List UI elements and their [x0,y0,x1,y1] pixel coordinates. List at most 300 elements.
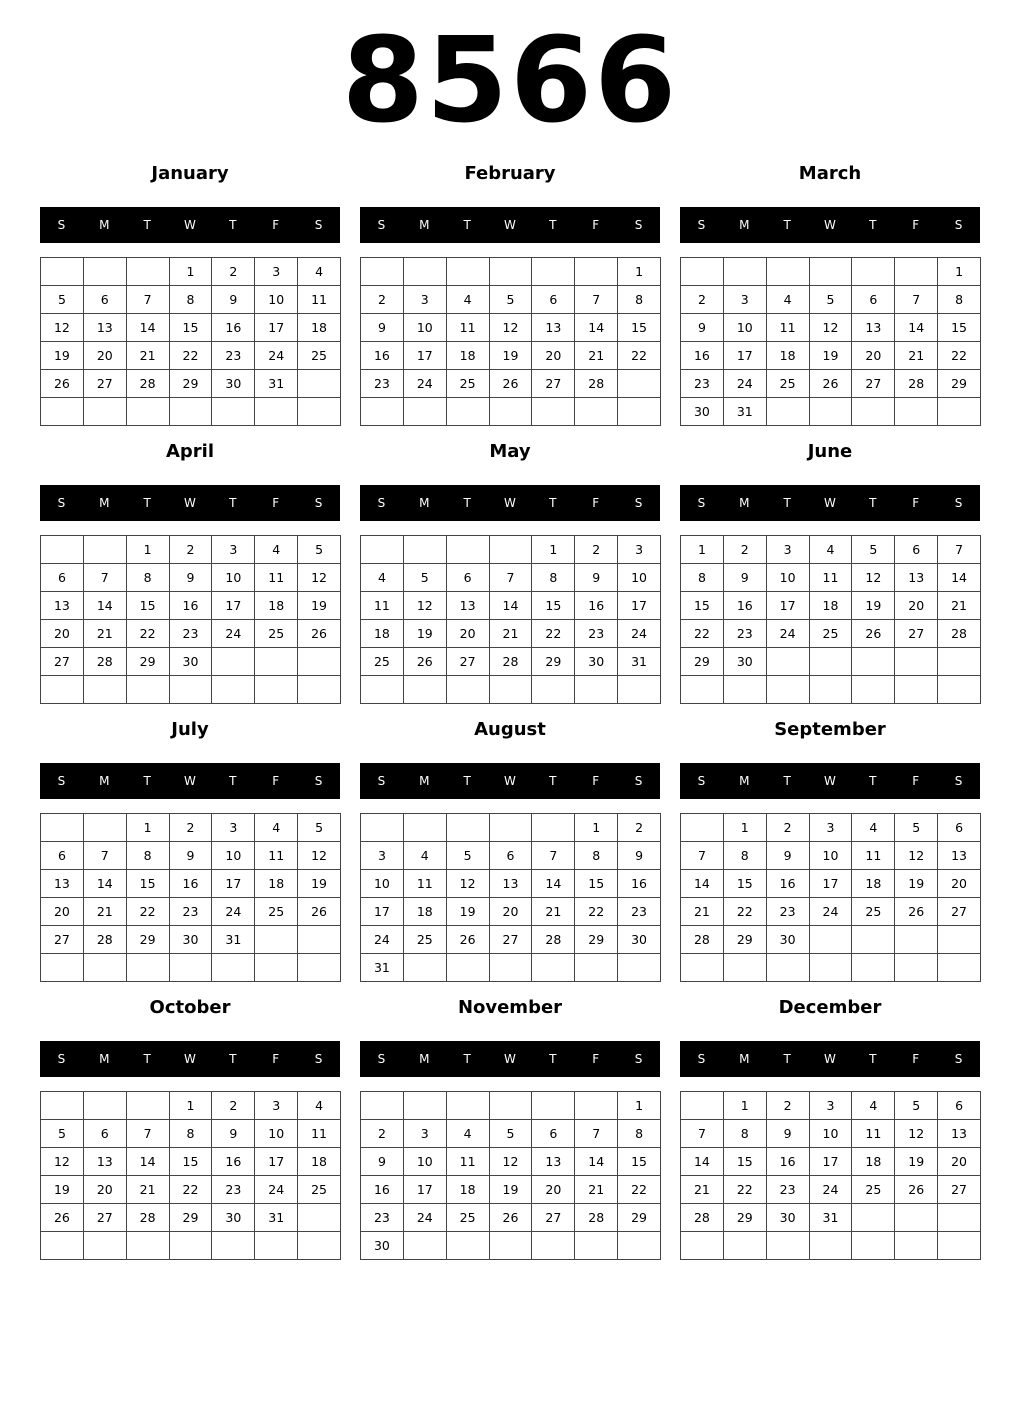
day-cell [681,814,724,842]
day-cell: 7 [127,286,170,314]
day-cell: 26 [810,370,853,398]
weekday-label: T [783,496,791,510]
day-cell: 21 [681,1176,724,1204]
day-grid [680,257,981,426]
day-cell: 14 [127,314,170,342]
day-cell: 22 [724,898,767,926]
day-cell: 29 [618,1204,661,1232]
day-cell: 24 [404,370,447,398]
day-cell: 25 [255,620,298,648]
weekday-label: F [592,774,600,788]
month-name: July [171,719,209,740]
day-cell: 4 [767,286,810,314]
day-cell: 20 [41,898,84,926]
day-cell: 21 [575,342,618,370]
day-cell: 28 [895,370,938,398]
weekday-label: W [824,496,836,510]
day-cell: 4 [852,814,895,842]
day-cell: 20 [41,620,84,648]
weekday-label: W [184,774,196,788]
day-cell: 30 [170,648,213,676]
day-grid [360,535,661,704]
day-cell: 1 [618,258,661,286]
weekday-label: T [869,218,877,232]
day-cell: 24 [212,898,255,926]
weekday-label: M [739,774,750,788]
day-cell: 3 [810,1092,853,1120]
day-cell [895,926,938,954]
day-cell: 18 [404,898,447,926]
day-cell: 15 [618,1148,661,1176]
day-cell: 3 [361,842,404,870]
weekday-label: W [184,1052,196,1066]
weekday-label: S [954,1052,963,1066]
weekday-label: T [869,1052,877,1066]
day-cell: 22 [127,620,170,648]
day-cell: 13 [41,592,84,620]
day-cell: 6 [41,564,84,592]
day-cell: 24 [212,620,255,648]
day-cell: 10 [724,314,767,342]
day-cell: 17 [212,592,255,620]
day-cell [575,258,618,286]
day-cell: 17 [361,898,404,926]
day-cell [852,1232,895,1260]
day-cell: 20 [532,1176,575,1204]
day-cell: 26 [447,926,490,954]
day-cell: 23 [170,898,213,926]
day-cell: 22 [127,898,170,926]
day-cell [724,954,767,982]
day-cell [298,370,341,398]
day-cell: 20 [532,342,575,370]
weekday-label: T [143,218,151,232]
day-cell [532,1092,575,1120]
day-cell: 1 [575,814,618,842]
day-cell: 11 [852,842,895,870]
day-cell: 18 [852,870,895,898]
weekday-label: S [314,774,323,788]
day-cell: 14 [532,870,575,898]
day-cell: 12 [852,564,895,592]
month-name: June [807,441,853,462]
day-cell: 5 [490,286,533,314]
day-cell: 19 [490,1176,533,1204]
day-cell [298,648,341,676]
day-cell: 29 [724,1204,767,1232]
day-cell: 12 [447,870,490,898]
day-cell: 4 [298,258,341,286]
day-cell: 21 [84,620,127,648]
day-cell [724,258,767,286]
day-cell [404,1232,447,1260]
day-cell: 18 [298,1148,341,1176]
day-cell: 11 [447,314,490,342]
day-cell: 22 [170,342,213,370]
day-cell: 31 [255,1204,298,1232]
day-cell: 16 [170,592,213,620]
day-cell: 29 [170,1204,213,1232]
day-cell [447,1232,490,1260]
day-cell: 9 [361,1148,404,1176]
day-cell: 15 [532,592,575,620]
day-cell: 28 [575,370,618,398]
day-cell: 23 [212,342,255,370]
day-cell: 27 [938,1176,981,1204]
day-cell: 5 [404,564,447,592]
day-cell: 16 [618,870,661,898]
weekday-label: W [824,218,836,232]
day-cell: 20 [447,620,490,648]
day-cell: 27 [852,370,895,398]
day-cell: 16 [724,592,767,620]
day-cell: 8 [575,842,618,870]
month-march [680,160,980,426]
day-cell: 31 [361,954,404,982]
day-cell: 1 [681,536,724,564]
day-cell: 3 [212,536,255,564]
day-cell: 18 [255,870,298,898]
weekday-header [680,207,980,243]
day-cell: 9 [170,564,213,592]
day-cell: 25 [447,1204,490,1232]
day-cell: 3 [724,286,767,314]
day-cell: 19 [404,620,447,648]
day-cell [41,1232,84,1260]
weekday-label: S [634,1052,643,1066]
day-cell: 22 [938,342,981,370]
day-cell: 3 [404,286,447,314]
weekday-label: F [592,496,600,510]
weekday-header [40,1041,340,1077]
day-cell [255,398,298,426]
day-cell: 24 [810,898,853,926]
day-grid [40,813,341,982]
weekday-label: M [419,496,430,510]
day-cell: 7 [532,842,575,870]
day-cell: 14 [84,870,127,898]
day-cell [298,954,341,982]
day-cell: 18 [255,592,298,620]
day-cell: 17 [810,1148,853,1176]
day-cell [895,1204,938,1232]
weekday-label: M [739,218,750,232]
day-cell: 2 [767,814,810,842]
day-cell [170,954,213,982]
day-cell: 19 [447,898,490,926]
day-cell [532,814,575,842]
day-cell [938,954,981,982]
day-cell [895,398,938,426]
weekday-label: S [697,1052,706,1066]
day-cell: 31 [212,926,255,954]
day-cell [618,676,661,704]
weekday-label: S [314,1052,323,1066]
day-cell: 24 [404,1204,447,1232]
day-cell: 20 [895,592,938,620]
day-cell [41,1092,84,1120]
day-cell: 26 [490,370,533,398]
day-cell [404,676,447,704]
day-cell [361,1092,404,1120]
day-cell: 15 [618,314,661,342]
day-cell: 26 [404,648,447,676]
day-cell: 15 [938,314,981,342]
day-cell [895,1232,938,1260]
day-cell [810,648,853,676]
day-cell [212,648,255,676]
day-cell: 28 [490,648,533,676]
day-cell: 28 [84,926,127,954]
day-cell [212,954,255,982]
day-cell: 9 [361,314,404,342]
day-cell: 13 [532,1148,575,1176]
weekday-label: W [504,774,516,788]
day-cell: 28 [532,926,575,954]
day-cell: 28 [681,926,724,954]
day-cell: 2 [212,1092,255,1120]
day-cell: 13 [895,564,938,592]
day-cell [41,258,84,286]
day-cell: 8 [170,1120,213,1148]
day-cell [361,676,404,704]
day-cell [447,258,490,286]
day-cell: 26 [490,1204,533,1232]
day-cell: 23 [681,370,724,398]
day-cell: 30 [575,648,618,676]
day-cell: 10 [618,564,661,592]
day-cell: 10 [810,1120,853,1148]
weekday-label: T [549,218,557,232]
weekday-label: S [634,496,643,510]
day-cell: 17 [255,1148,298,1176]
day-cell: 20 [84,342,127,370]
month-name: February [464,163,556,184]
day-cell: 5 [895,1092,938,1120]
day-cell: 17 [212,870,255,898]
day-cell: 2 [212,258,255,286]
weekday-label: F [912,218,920,232]
day-cell: 4 [361,564,404,592]
day-cell: 28 [938,620,981,648]
day-cell [490,1092,533,1120]
year-title: 8566 [341,11,679,149]
day-cell: 11 [255,564,298,592]
day-cell: 22 [170,1176,213,1204]
day-cell [404,536,447,564]
weekday-label: M [739,496,750,510]
month-october [40,994,340,1260]
day-cell: 3 [255,1092,298,1120]
day-cell: 19 [298,870,341,898]
day-cell: 25 [255,898,298,926]
day-cell: 7 [490,564,533,592]
day-cell: 1 [127,536,170,564]
day-cell [447,398,490,426]
month-january [40,160,340,426]
day-cell [767,676,810,704]
day-cell [852,398,895,426]
day-cell: 16 [170,870,213,898]
day-cell: 10 [810,842,853,870]
day-cell: 19 [852,592,895,620]
day-cell: 13 [852,314,895,342]
day-cell: 7 [84,842,127,870]
weekday-label: W [824,1052,836,1066]
day-cell: 5 [895,814,938,842]
day-cell [490,398,533,426]
day-cell: 17 [404,342,447,370]
day-cell: 7 [938,536,981,564]
day-cell: 8 [618,286,661,314]
day-cell [618,398,661,426]
day-cell: 31 [255,370,298,398]
day-cell: 1 [170,1092,213,1120]
day-cell: 6 [852,286,895,314]
weekday-header [40,207,340,243]
day-cell: 15 [127,592,170,620]
weekday-label: T [869,496,877,510]
day-cell: 29 [681,648,724,676]
weekday-label: S [377,218,386,232]
day-cell: 15 [575,870,618,898]
day-cell: 9 [681,314,724,342]
day-cell [84,536,127,564]
day-cell: 20 [852,342,895,370]
day-cell: 26 [895,1176,938,1204]
day-cell: 2 [361,1120,404,1148]
day-cell: 27 [490,926,533,954]
day-cell: 10 [212,564,255,592]
day-cell: 5 [41,286,84,314]
weekday-label: T [143,496,151,510]
day-cell: 10 [767,564,810,592]
month-name: March [798,163,862,184]
day-cell: 20 [938,870,981,898]
day-cell: 25 [361,648,404,676]
weekday-label: F [272,774,280,788]
day-cell [681,1092,724,1120]
weekday-label: S [954,496,963,510]
day-cell: 11 [404,870,447,898]
day-cell: 21 [938,592,981,620]
day-cell: 30 [767,926,810,954]
day-cell: 18 [298,314,341,342]
day-cell: 28 [127,370,170,398]
day-cell: 23 [361,1204,404,1232]
day-cell: 15 [170,314,213,342]
weekday-label: F [272,496,280,510]
day-cell: 9 [575,564,618,592]
day-cell: 3 [212,814,255,842]
day-cell: 9 [170,842,213,870]
day-cell: 5 [810,286,853,314]
day-cell: 24 [810,1176,853,1204]
day-cell: 9 [767,842,810,870]
day-cell [447,1092,490,1120]
day-cell: 13 [41,870,84,898]
day-cell: 2 [361,286,404,314]
day-cell [532,954,575,982]
month-november [360,994,660,1260]
day-cell: 25 [852,1176,895,1204]
weekday-label: T [549,774,557,788]
day-cell [681,1232,724,1260]
day-cell: 3 [255,258,298,286]
weekday-label: F [272,1052,280,1066]
day-cell [767,1232,810,1260]
day-cell: 1 [532,536,575,564]
day-cell: 30 [361,1232,404,1260]
day-cell: 3 [404,1120,447,1148]
day-cell: 4 [298,1092,341,1120]
day-cell: 14 [895,314,938,342]
month-grid [40,160,980,1260]
day-cell: 12 [895,1120,938,1148]
day-cell: 8 [127,842,170,870]
day-cell [447,676,490,704]
weekday-label: T [463,496,471,510]
day-cell [298,676,341,704]
day-cell [84,258,127,286]
day-cell: 24 [724,370,767,398]
month-name: May [489,441,531,462]
day-cell: 12 [895,842,938,870]
day-cell [852,954,895,982]
day-cell: 6 [84,1120,127,1148]
day-cell: 15 [724,870,767,898]
day-cell [447,536,490,564]
weekday-header [360,763,660,799]
day-cell: 29 [938,370,981,398]
day-cell [84,676,127,704]
day-cell: 11 [810,564,853,592]
weekday-label: F [592,218,600,232]
day-cell: 10 [255,286,298,314]
day-cell: 6 [447,564,490,592]
day-cell [575,954,618,982]
weekday-label: F [912,496,920,510]
day-cell: 18 [447,342,490,370]
day-cell: 7 [681,1120,724,1148]
day-cell: 3 [810,814,853,842]
day-cell [127,954,170,982]
weekday-header [360,485,660,521]
day-cell: 16 [575,592,618,620]
day-cell: 20 [490,898,533,926]
day-cell [810,676,853,704]
day-cell: 16 [212,314,255,342]
day-cell: 18 [447,1176,490,1204]
day-cell [895,258,938,286]
weekday-label: S [634,218,643,232]
day-cell: 4 [447,1120,490,1148]
day-cell: 10 [212,842,255,870]
day-cell: 11 [361,592,404,620]
month-september [680,716,980,982]
day-grid [360,813,661,982]
day-cell: 11 [298,1120,341,1148]
weekday-label: M [99,218,110,232]
day-cell: 21 [490,620,533,648]
day-cell [84,814,127,842]
day-cell [852,926,895,954]
day-cell [127,1092,170,1120]
weekday-label: F [912,1052,920,1066]
day-cell: 20 [84,1176,127,1204]
day-cell [767,954,810,982]
day-cell [255,926,298,954]
